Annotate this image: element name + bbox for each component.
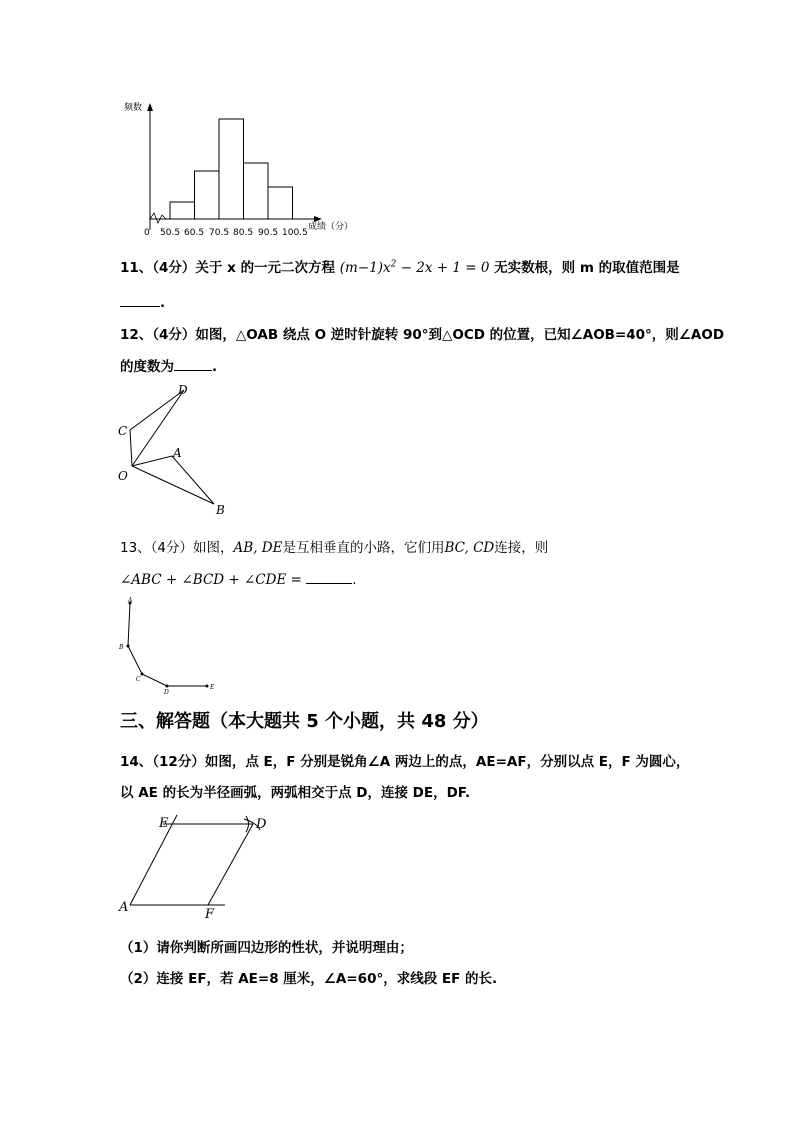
label-a: A bbox=[119, 900, 129, 915]
label-f: F bbox=[205, 907, 215, 922]
x-tick-label: 50.5 bbox=[160, 228, 181, 238]
q11-tail: 的取值范围是 bbox=[598, 260, 680, 276]
histogram-bar bbox=[244, 163, 269, 219]
label-a: A bbox=[173, 446, 182, 460]
q11-m: m bbox=[579, 260, 594, 276]
question-14-line1: 14、（12分）如图，点 E，F 分别是锐角∠A 两边上的点，AE=AF，分别以点 E，F 为圆心， bbox=[120, 754, 690, 770]
answer-blank[interactable] bbox=[120, 294, 160, 307]
question-14-line2: 以 AE 的长为半径画弧，两弧相交于点 D，连接 DE，DF. bbox=[120, 785, 471, 801]
label-e: E bbox=[159, 816, 169, 831]
x-tick-label: 60.5 bbox=[184, 228, 205, 238]
y-axis-label: 频数 bbox=[124, 103, 143, 113]
q13-ab-de: AB, DE bbox=[233, 540, 283, 556]
q13-expression: ∠ABC + ∠BCD + ∠CDE = bbox=[120, 572, 302, 588]
label-o: O bbox=[118, 469, 128, 483]
q12-rotation-figure bbox=[112, 380, 242, 520]
q11-mid: 的一元二次方程 bbox=[240, 260, 336, 276]
q14-rhombus-figure bbox=[115, 810, 285, 925]
question-13-line2: ∠ABC + ∠BCD + ∠CDE = . bbox=[120, 572, 357, 588]
histogram-bars bbox=[170, 119, 293, 219]
segment-ae bbox=[130, 815, 177, 905]
q11-prefix: 11、（4分）关于 bbox=[120, 260, 223, 276]
axis-break bbox=[150, 213, 170, 223]
x-axis-label: 成绩（分） bbox=[308, 222, 354, 232]
histogram-bar bbox=[195, 171, 220, 219]
question-11 bbox=[120, 256, 680, 276]
question-14-part-2: （2）连接 EF，若 AE=8 厘米，∠A=60°，求线段 EF 的长. bbox=[120, 971, 498, 987]
q11-answer-line: . bbox=[120, 294, 165, 311]
q11-x: x bbox=[227, 260, 236, 276]
question-13-line1: 13、（4分）如图，AB, DE是互相垂直的小路，它们用BC, CD连接，则 bbox=[120, 540, 549, 556]
q13-bc-cd: BC, CD bbox=[444, 540, 495, 556]
path-points bbox=[127, 602, 209, 688]
triangle-oab bbox=[132, 456, 214, 504]
question-12-line1: 12、（4分）如图，△OAB 绕点 O 逆时针旋转 90°到△OCD 的位置，已知∠AOB=40°，则∠AOD bbox=[120, 327, 725, 343]
q13-path-figure bbox=[115, 595, 225, 695]
x-tick-label: 70.5 bbox=[209, 228, 230, 238]
histogram-bar bbox=[219, 119, 244, 219]
question-14-part-1: （1）请你判断所画四边形的性状，并说明理由； bbox=[120, 940, 413, 956]
histogram-bar bbox=[268, 187, 293, 219]
label-c: C bbox=[118, 424, 128, 438]
path-abcde bbox=[128, 603, 207, 686]
label-d: D bbox=[164, 689, 169, 695]
q11-equation: $(m-1)x^2 - 2x + 1 = 0$ bbox=[339, 259, 490, 276]
y-axis-arrow bbox=[147, 103, 153, 111]
label-a: A bbox=[128, 597, 133, 604]
label-c: C bbox=[136, 676, 141, 683]
segment-fd bbox=[208, 824, 253, 905]
x-tick-label: 80.5 bbox=[233, 228, 254, 238]
question-12-line2: 的度数为 . bbox=[120, 359, 218, 375]
answer-blank[interactable] bbox=[174, 358, 212, 371]
x-tick-label: 90.5 bbox=[258, 228, 279, 238]
label-b: B bbox=[119, 644, 124, 651]
label-e: E bbox=[210, 684, 215, 691]
label-d: D bbox=[178, 383, 188, 397]
label-b: B bbox=[216, 503, 225, 517]
section-3-heading: 三、解答题（本大题共 5 个小题，共 48 分） bbox=[120, 711, 489, 732]
answer-blank[interactable] bbox=[306, 571, 352, 584]
origin-label: 0 bbox=[144, 228, 150, 238]
histogram-bar bbox=[170, 202, 195, 219]
label-d: D bbox=[256, 817, 267, 832]
q11-suffix: 无实数根，则 bbox=[494, 260, 576, 276]
x-tick-label: 100.5 bbox=[282, 228, 308, 238]
frequency-histogram bbox=[110, 95, 370, 240]
